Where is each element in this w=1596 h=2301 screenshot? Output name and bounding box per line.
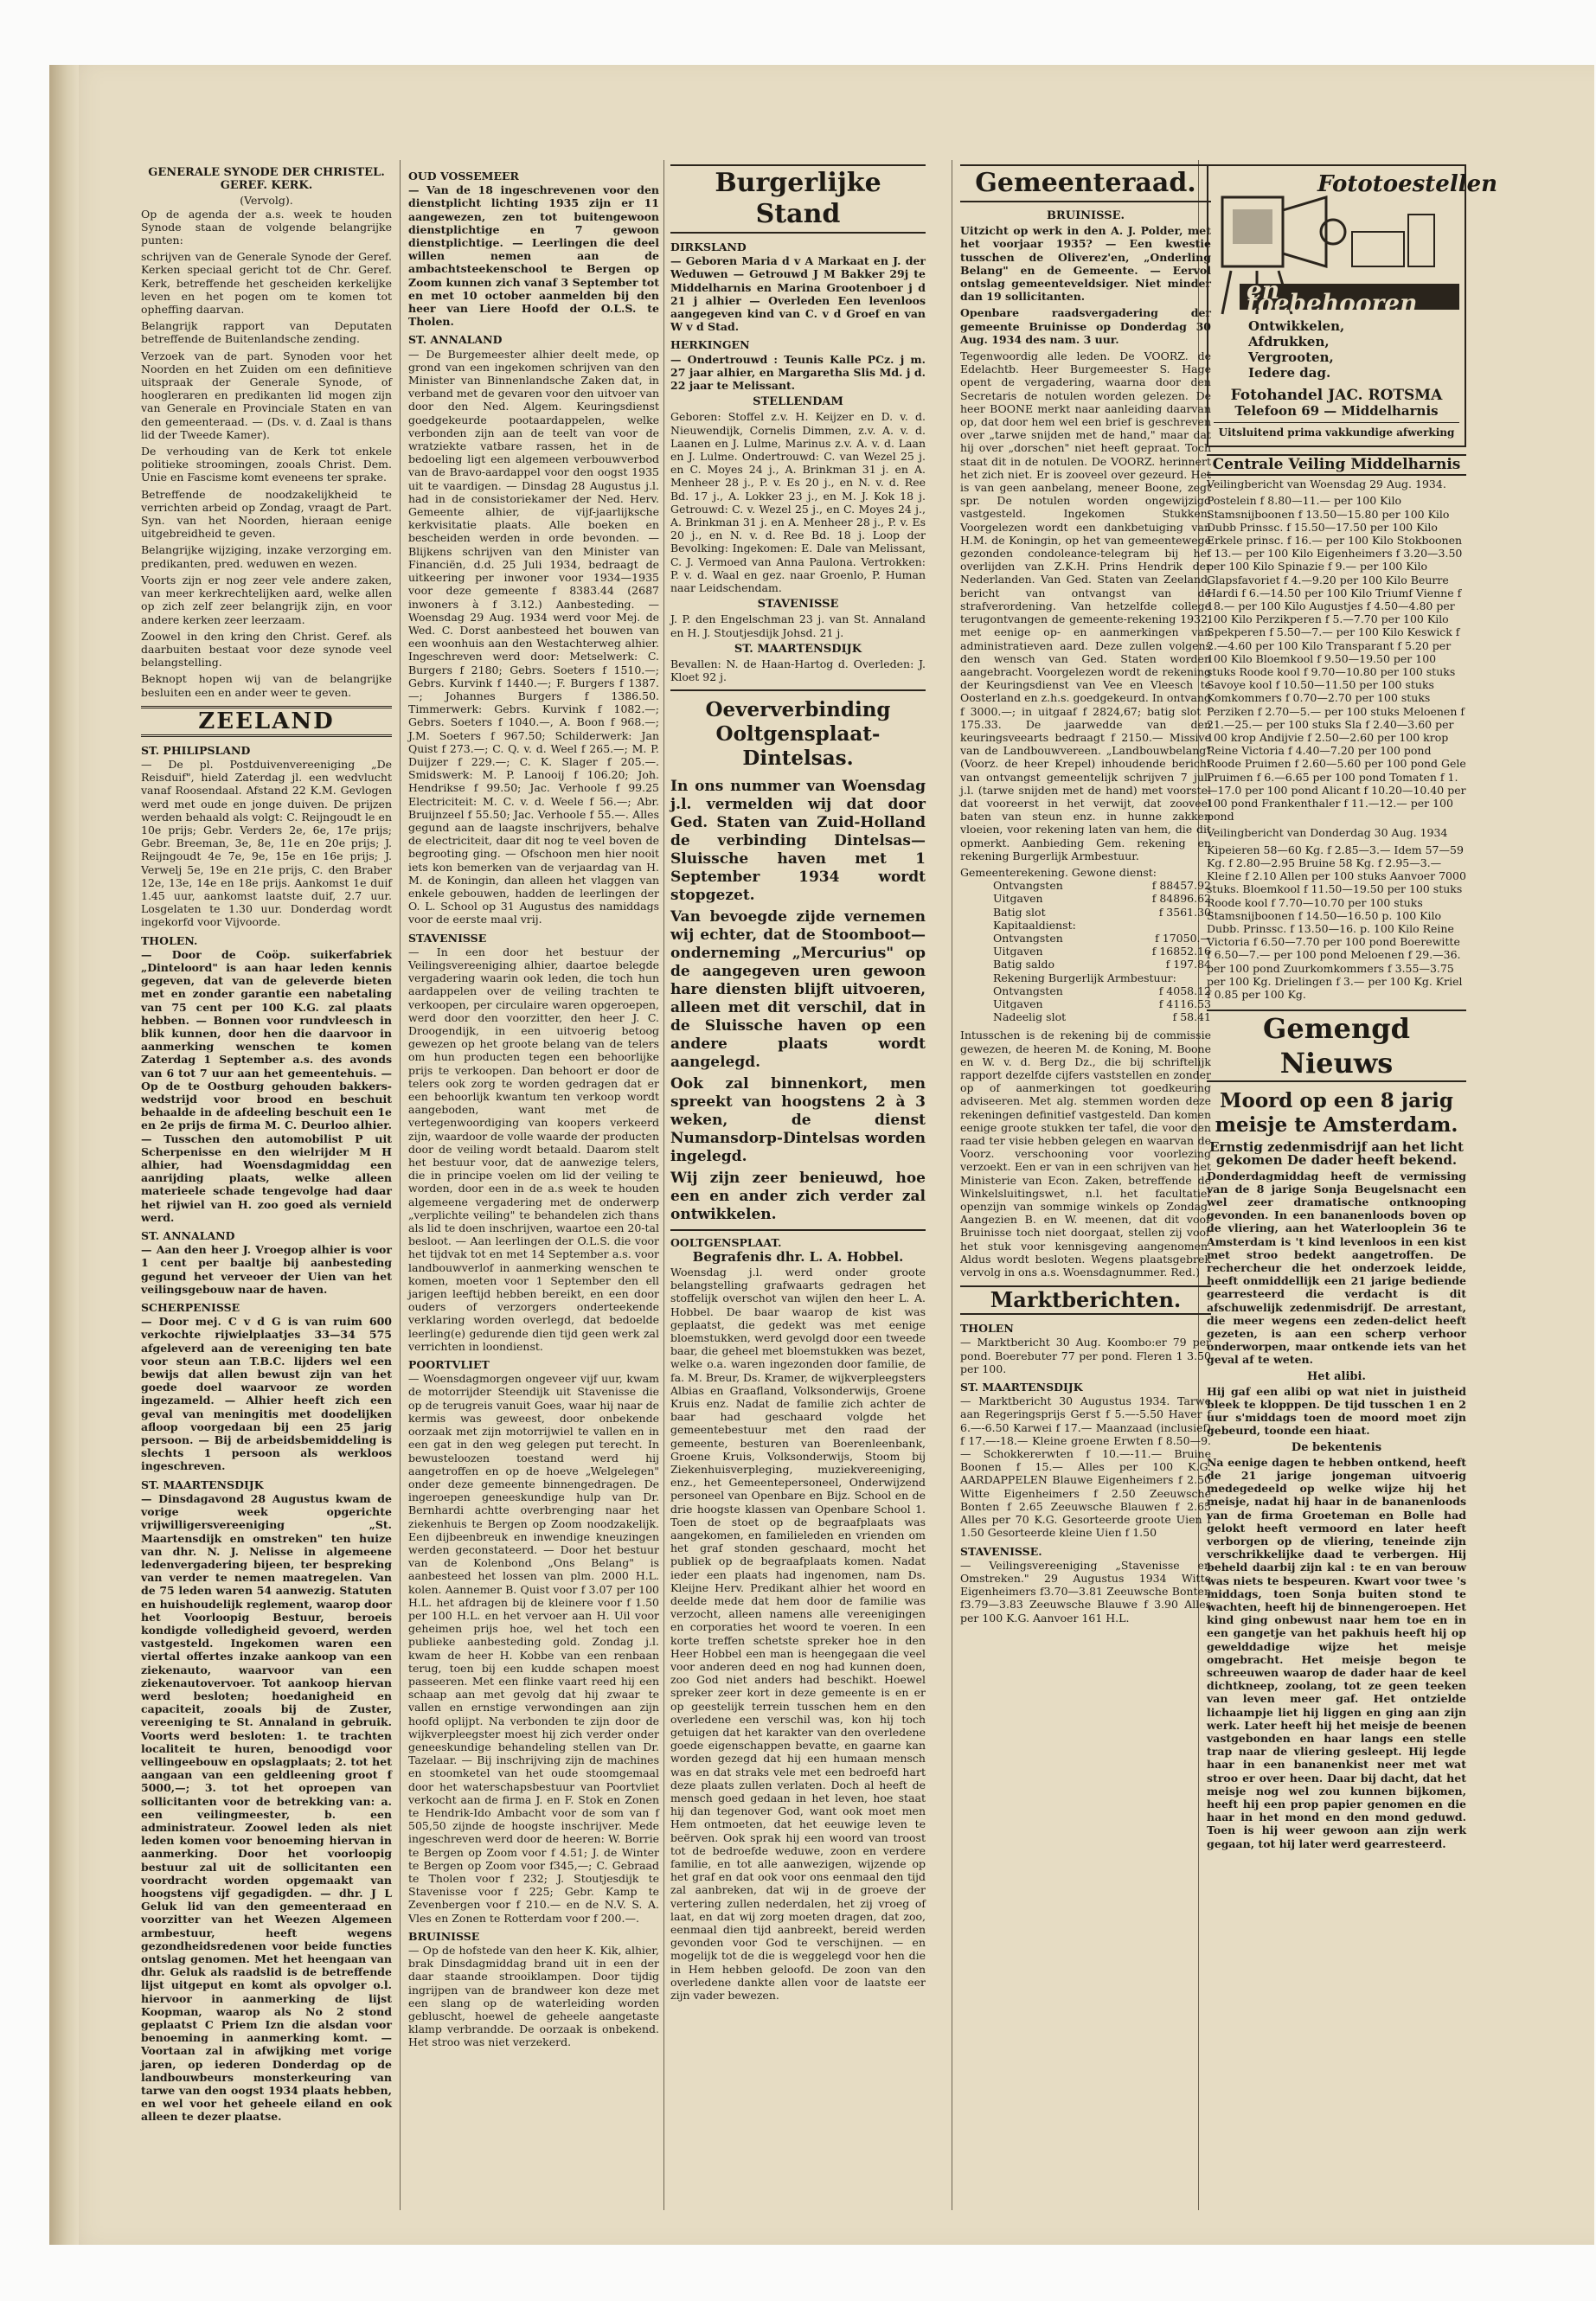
account-row <box>960 932 1211 945</box>
account-row <box>960 971 1211 984</box>
paragraph: — Door de Coöp. suikerfabriek „Dinteloord" is aan haar leden kennis gegeven, dat van de geleverde bieten met en zonder garantie een nabetaling van 75 cent per 100 K.G. zal plaats hebben. — Bonnen voor rundvleesch in blik kunnen, door hen die daarvoor in aanmerking wenschen te komen Zaterdag 1 September a.s. des avonds van 6 tot 7 uur aan het gemeentehuis. — Op de te Oostburg gehouden bakkers-wedstrijd voor brood en beschuit behaalde in de afdeeling beschuit een 1e en 2e prijs de firma M. C. Deurloo alhier. — Tusschen den automobilist P uit Scherpenisse en den wielrijder M H alhier, had Woensdagmiddag een aanrijding plaats, welke alleen materieele schade tengevolge had daar het rijwiel van H. zoo goed als vernield werd. <box>141 947 392 1224</box>
paragraph: schrijven van de Generale Synode der Geref. Kerken speciaal gericht tot de Chr. Geref. Kerk, betreffende het gescheiden kerkelijke leven en het pogen om te komen tot opheffing daarvan. <box>141 250 392 317</box>
paragraph: Veilingbericht van Woensdag 29 Aug. 1934. <box>1207 478 1446 491</box>
account-row <box>960 879 1211 892</box>
paragraph: Bevallen: N. de Haan-Hartog d. Overleden: J. Kloet 92 j. <box>670 657 926 684</box>
place-heading: STAVENISSE <box>408 931 487 945</box>
paragraph: Geboren: Stoffel z.v. H. Keijzer en D. v. d. Nieuwendijk, Cornelis Dimmen, z.v. A. v. d. Laanen en J. Lulme, Marinus z.v. A. v. d. Laan en J. Lulme. Ondertrouwd: C. van Wezel 25 j. en C. Moyes 24 j., A. Brinkman 31 j. en A. Menheer 28 j., P. v. Es 20 j., en N. v. d. Ree Bd. 17 j., A. Lokker 23 j., en M. J. Kok 18 j. Getrouwd: C. v. Wezel 25 j., en C. Moyes 24 j., A. Brinkman 31 j. en A. Menheer 28 j., P. v. Es 20 j., en N. v. d. Ree Bd. 18 j. Loop der Bevolking: Ingekomen: E. Dale van Melissant, C. J. Vermoed van Anna Paulona. Vertrokken: P. v. d. Waal en gez. naar Groenlo, P. Human naar Leidschendam. <box>670 410 926 595</box>
paragraph: — Op de hofstede van den heer K. Kik, alhier, brak Dinsdagmiddag brand uit in een der daar staande strooiklampen. Door tijdig ingrijpen van de brandweer kon deze met een slang op de waterleiding worden gebluscht, hoewel de geheele aangetaste klamp verbrandde. De oorzaak is onbekend. Het stroo was niet verzekerd. <box>408 1944 659 2049</box>
place-heading: BRUINISSE. <box>1046 209 1125 222</box>
column-1 <box>141 164 392 2206</box>
column-5 <box>1207 164 1498 2206</box>
paragraph: J. P. den Engelschman 23 j. van St. Annaland en H. J. Stoutjesdijk Johsd. 21 j. <box>670 612 926 639</box>
account-label: Ontvangsten <box>993 984 1063 997</box>
account-row <box>960 984 1211 997</box>
column-3 <box>670 164 926 2206</box>
section-heading-gemengd-nieuws: Gemengd Nieuws <box>1207 1009 1466 1082</box>
ad-logo-text: Fototoestellen <box>1317 171 1498 197</box>
paragraph: In ons nummer van Woensdag j.l. vermelden wij dat door Ged. Staten van Zuid-Holland de verbinding Dintelsas—Sluissche haven met 1 September 1934 wordt stopgezet. <box>670 777 926 904</box>
account-title: Gemeenterekening. Gewone dienst: <box>960 865 1157 879</box>
subheading-alibi: Het alibi. <box>1307 1369 1366 1383</box>
place-heading: THOLEN. <box>141 933 198 947</box>
paragraph: Kipeieren 58—60 Kg. f 2.85—3.— Idem 57—59 Kg. f 2.80—2.95 Bruine 58 Kg. f 2.95—3.— Kleine f 2.10 Allen per 100 stuks Aanvoer 7000 stuks. Bloemkool f 11.50—19.50 per 100 stuks Roode kool f 7.70—10.70 per 100 stuks Stamsnijboonen f 14.50—16.50 p. 100 Kilo Dubb. Prinssc. f 13.50—16. p. 100 Kilo Reine Victoria f 6.50—7.70 per 100 pond Boerewitte f 6.50—7.— per 100 pond Meloenen f 29.—36. per 100 pond Zuurkomkommers f 3.55—3.75 per 100 Kg. Drielingen f 3.— per 100 Kg. Kriel f 0.85 per 100 Kg. <box>1207 843 1466 1001</box>
place-heading: ST. PHILIPSLAND <box>141 743 251 757</box>
ad-shop-name: Fotohandel JAC. ROTSMA <box>1230 387 1443 404</box>
ad-tagline: Uitsluitend prima vakkundige afwerking <box>1214 422 1459 440</box>
account-label: Batig slot <box>993 905 1046 919</box>
paragraph: Intusschen is de rekening bij de commissie gewezen, de heeren M. de Koning, M. Boone en W. v. d. Berg Dz., die bij schriftelijk rapport dezelfde cijfers vaststellen en zonder op of aanmerkingen tot goedkeuring adviseeren. Met alg. stemmen worden deze rekeningen definitief vastgesteld. Dan komen eenige groote stukken ter tafel, die voor den raad ter visie hebben gelegen en waarvan de Voorz. verschooning voor voorlezing verzoekt. Een er van in een schrijven van het Ministerie van Econ. Zaken, betreffende de Winkelsluitingswet, n.l. het facultatief openzijn van sommige winkels op Zondag. Aangezien B. en W. meenen, dat dit voor Bruinisse toch niet doorgaat, stellen zij voor het stuk voor kennisgeving aangenomen. Aldus wordt besloten. Wegens plaatsgebrek vervolg in ons a.s. Woensdagnummer. Red.) <box>960 1029 1211 1279</box>
account-rows <box>960 879 1211 1023</box>
ad-line: Afdrukken, <box>1248 334 1330 349</box>
account-label: Kapitaaldienst: <box>993 918 1076 932</box>
column-2 <box>408 164 659 2206</box>
section-heading-zeeland: ZEELAND <box>141 706 392 737</box>
paragraph: — Door mej. C v d G is van ruim 600 verkochte rijwielplaatjes 33—34 575 afgeleverd aan de vereeniging ten bate voor steun aan T.B.C. lijders wel een bewijs dat allen bewust zijn van het goede doel waarvoor ze worden ingezameld. — Alhier heeft zich een geval van meningitis met doodelijken afloop voorgedaan bij een 25 jarig persoon. — Bij de arbeidsbemiddeling is slechts 1 persoon als werkloos ingeschreven. <box>141 1315 392 1473</box>
paragraph: Veilingbericht van Donderdag 30 Aug. 1934 <box>1207 826 1448 840</box>
paragraph: — Dinsdagavond 28 Augustus kwam de vorige week opgerichte vrijwilligersvereeniging „St. Maartensdijk en omstreken" ten huize van dhr. N. J. Nelisse in algemeene ledenvergadering bijeen, ter bespreking van verder te nemen maatregelen. Van de 75 leden waren 54 aanwezig. Statuten en huishoudelijk reglement, waarop door het Voorloopig Bestuur, beroeis kondigde volledigheid gevoerd, werden vastgesteld. Ingekomen waren een viertal offertes inzake aankoop van een ziekenauto, waarvoor van een ziekenautovervoer. Tot aankoop hiervan werd besloten; hoedanigheid en capaciteit, zooals bij de Zuster, vereeniging te St. Annaland in gebruik. Voorts werd besloten: 1. te trachten localiteit te huren, benoodigd voor vellingeebouw en opslagplaats; 2. tot het aangaan van een geldleening groot f 5000,—; 3. tot het oproepen van sollicitanten voor de betrekking van: a. een veilingmeester, b. een administrateur. Zoowel leden als niet leden komen voor benoeming hiervan in aanmerking. Door het voorloopig bestuur zal uit de sollicitanten een voordracht worden opgemaakt van hoogstens vijf gegadigden. — dhr. J L Geluk lid van den gemeenteraad en voorzitter van het Weezen Algemeen armbestuur, heeft wegens gezondheidsredenen voor beide functies ontslag genomen. Met het heengaan van dhr. Geluk als raadslid is de betreffende lijst uitgeput en komt als opvolger o.l. hiervoor in aanmerking de lijst Koopman, waarop als No 2 stond geplaatst C Priem Izn die alsdan voor benoeming in aanmerking komt. — Voortaan zal in afwijking met vorige jaren, op iederen Donderdag op de landbouwbeurs monsterkeuring van tarwe van den oogst 1934 plaats hebben, en wel voor het geheele eiland en ook alleen te dezer plaatse. <box>141 1491 392 2124</box>
ad-logo-subtext: en toebehooren <box>1240 284 1459 310</box>
divider <box>670 689 926 691</box>
paragraph: Donderdagmiddag heeft de vermissing van de 8 jarige Sonja Beugelsnacht een wel zeer dramatische ontknooping gevonden. In een bananenloods boven op de vliering, aan het Waterlooplein 36 te Amsterdam is 't kind levenloos in een kist met stroo bedekt aangetroffen. De rechercheur die het onderzoek leidde, heeft onmiddellijk een 21 jarige bediende gearresteerd die verdacht is dit afschuwelijk zedenmisdrijf. De arrestant, die meer wegens een zeden-delict heeft gezeten, is aan een scherp verhoor onderworpen, maar ontkende iets van het geval af te weten. <box>1207 1169 1466 1367</box>
paragraph: Uitzicht op werk in den A. J. Polder, met het voorjaar 1935? — Een kwestie tusschen de Oliverez'en, „Onderling Belang" en de Gemeente. — Eervol ontslag gemeenteveldsiger. Niet minder dan 19 sollicitanten. <box>960 224 1211 304</box>
column-4 <box>960 164 1211 2206</box>
place-heading: ST. MAARTENSDIJK <box>141 1477 264 1491</box>
account-value: f 197.84 <box>1165 958 1211 971</box>
paragraph: Voorts zijn er nog zeer vele andere zaken, van meer kerkrechtelijken aard, welke allen op zich zelf zeer belangrijk zijn, en voor andere kerken zeer leerzaam. <box>141 573 392 626</box>
divider <box>670 1229 926 1231</box>
advertisement-rotsma <box>1207 164 1498 447</box>
place-heading: HERKINGEN <box>670 338 750 352</box>
place-heading: STELLENDAM <box>753 395 843 409</box>
account-row <box>960 958 1211 971</box>
paragraph: — Marktbericht 30 Aug. Koombo:er 79 per pond. Boerebuter 77 per pond. Fleren 1 3.50 per 100. <box>960 1336 1211 1375</box>
account-row <box>960 945 1211 958</box>
paragraph: — Veilingsvereeniging „Stavenisse en Omstreken." 29 Augustus 1934 Witte Eigenheimers f3.70—3.81 Zeeuwsche Bonten f3.79—3.83 Zeeuwsche Blauwe f 3.90 Alles per 100 K.G. Aanvoer 161 H.L. <box>960 1558 1211 1625</box>
subheading-bekentenis: De bekentenis <box>1291 1440 1382 1454</box>
account-label: Batig saldo <box>993 958 1055 971</box>
article-subheading: (Vervolg). <box>240 194 293 208</box>
article-heading: Begrafenis dhr. L. A. Hobbel. <box>692 1248 904 1265</box>
account-row <box>960 892 1211 905</box>
article-heading: GENERALE SYNODE DER CHRISTEL. GEREF. KERK. <box>148 166 385 193</box>
account-value: f 4116.53 <box>1158 997 1211 1010</box>
account-label: Ontvangsten <box>993 879 1063 893</box>
account-value: f 88457.92 <box>1151 879 1211 893</box>
paragraph: Hij gaf een alibi op wat niet in juistheid bleek te klopppen. De tijd tusschen 1 en 2 uur s'middags toen de moord moet zijn gebeurd, toonde een hiaat. <box>1207 1384 1466 1438</box>
paragraph: — Van de 18 ingeschrevenen voor den dienstplicht lichting 1935 zijn er 11 aangewezen, zen tot buitengewoon dienstplichtige en 7 gewoon dienstplichtige. — Leerlingen die deel willen nemen aan de ambachtsteekenschool te Bergen op Zoom kunnen zich vanaf 3 September tot en met 10 october aanmelden bij den heer van Liere Hoofd der O.L.S. te Tholen. <box>408 183 659 329</box>
paragraph: Beknopt hopen wij van de belangrijke besluiten een en ander weer te geven. <box>141 672 392 699</box>
place-heading: POORTVLIET <box>408 1358 490 1372</box>
account-value: f 84896.62 <box>1151 892 1211 906</box>
place-heading: ST. MAARTENSDIJK <box>734 642 862 656</box>
paragraph: Belangrijk rapport van Deputaten betreffende de Buitenlandsche zending. <box>141 319 392 346</box>
account-value: f 58.41 <box>1172 1010 1211 1024</box>
account-row <box>960 997 1211 1010</box>
paragraph: Verzoek van de part. Synoden voor het Noorden en het Zuiden om een definitieve uitspraak der Generale Synode, of hoogleraren en predikanten lid mogen zijn van Generale en Provinciale Staten en van den gemeenteraad. — (Ds. v. d. Zaal is thans lid der Tweede Kamer). <box>141 349 392 441</box>
ad-phone: Telefoon 69 — Middelharnis <box>1234 403 1439 419</box>
paragraph: De verhouding van de Kerk tot enkele politieke stroomingen, zooals Christ. Dem. Unie en Fascisme komt eveneens ter sprake. <box>141 445 392 484</box>
place-heading: DIRKSLAND <box>670 240 747 253</box>
paragraph: — Aan den heer J. Vroegop alhier is voor 1 cent per baaltje bij aanbesteding gegund het verveoer der Uien van het veilingsgebouw naar de haven. <box>141 1243 392 1296</box>
place-heading: THOLEN <box>960 1322 1014 1336</box>
paragraph: Woensdag j.l. werd onder groote belangstelling grafwaarts gedragen het stoffelijk overschot van wijlen den heer L. A. Hobbel. De baar waarop de kist was geplaatst, die gedekt was met eenige bloemstukken, werd gevolgd door een tweede baar, die geheel met bloemstukken was bezet, welke o.a. waren ingezonden door familie, de fa. M. Breur, Ds. Kramer, de wijkverpleegsters Albias en Graafland, Volksonderwijs, Groene Kruis enz. Nadat de familie zich achter de baar had geschaard volgde het gemeentebestuur met den raad der gemeente, besturen van Boerenleenbank, Groene Kruis, Volksonderwijs, Stoom bij Ziekenhuisverpleging, muziekvereeniging, enz., het Gemeentepersoneel, Onderwijzend personeel van Openbare en Bijz. School en de drie hoogste klassen van Openbare School 1. Toen de stoet op de begraafplaats was aangekomen, en familieleden en vrienden om het graf stonden geschaard, mocht het publiek op de begraafplaats komen. Nadat ieder een plaats had ingenomen, nam Ds. Kleijne Herv. Predikant alhier het woord en deelde mede dat hem door de familie was verzocht, alleen namens alle vereenigingen en corporaties het woord te voeren. In een korte treffen schetste spreker hoe in den Heer Hobbel een man is heengegaan die veel voor anderen deed en nog had kunnen doen, zoo God niet anders had beschikt. Hoewel spreker zeer kort in deze gemeente is en er op geestelijk terrein tusschen hem en den overledene een verschil was, kon hij toch getuigen dat het karakter van den overledene goede eigenschappen bevatte, en gaarne kan worden gezegd dat hij een humaan mensch was en dat straks vele met een bedroefd hart deze plaats zullen verlaten. Doch al heeft de mensch goed gedaan in het leven, hoe staat hij dan tegenover God, want ook moet men Hem ontmoeten, dat het eeuwige leven te beërven. Ook sprak hij een woord van troost tot de bedroefde weduwe, zoon en verdere familie, en tot alle aanwezigen, wijzende op het graf en dat ook voor ons eenmaal den tijd zal aanbreken, dat wij in de groeve der vertering zullen nederdalen, het zij vroeg of laat, en dat wij zorg moeten dragen, dat zoo, eenmaal dien tijd aanbreekt, bereid werden gevonden voor God te verschijnen. — en mogelijk tot de die is weggelegd voor hen die in Hem hebben geloofd. De zoon van den overledene dankte allen voor de laatste eer zijn vader bewezen. <box>670 1265 926 2003</box>
place-heading: ST. ANNALAND <box>141 1229 235 1243</box>
subheadline: Ernstig zedenmisdrijf aan het licht gekomen De dader heeft bekend. <box>1209 1139 1464 1169</box>
place-heading: STAVENISSE. <box>960 1544 1042 1558</box>
account-label: Uitgaven <box>993 997 1043 1010</box>
account-table <box>960 866 1211 1023</box>
paragraph: Ook zal binnenkort, men spreekt van hoogstens 2 à 3 weken, de dienst Numansdorp-Dintelsas worden ingelegd. <box>670 1074 926 1165</box>
ad-line: Ontwikkelen, <box>1248 318 1345 334</box>
headline-moord: Moord op een 8 jarig meisje te Amsterdam. <box>1215 1089 1458 1138</box>
paragraph: Belangrijke wijziging, inzake verzorging em. predikanten, pred. weduwen en wezen. <box>141 543 392 570</box>
account-value: f 16852.16 <box>1151 945 1211 958</box>
account-label: Uitgaven <box>993 892 1043 906</box>
paragraph: Postelein f 8.80—11.— per 100 Kilo Stamsnijboonen f 13.50—15.80 per 100 Kilo Dubb Prinssc. f 15.50—17.50 per 100 Kilo Erkele prinsc. f 16.— per 100 Kilo Stokboonen f 13.— per 100 Kilo Eigenheimers f 3.20—3.50 per 100 Kilo Spinazie f 9.— per 100 Kilo Glapsfavoriet f 4.—9.20 per 100 Kilo Beurre Hardi f 6.—14.50 per 100 Kilo Triumf Vienne f 18.— per 100 Kilo Augustjes f 4.50—4.80 per 100 Kilo Perzikperen f 5.—7.70 per 100 Kilo Spekperen f 5.50—7.— per 100 Kilo Keswick f 2.—4.60 per 100 Kilo Transparant f 5.20 per 100 Kilo Bloemkool f 9.50—19.50 per 100 stuks Roode kool f 9.70—10.80 per 100 stuks Savoye kool f 10.50—11.50 per 100 stuks Komkommers f 0.70—2.70 per 100 stuks Perziken f 2.70—5.— per 100 stuks Meloenen f 21.—25.— per 100 stuks Sla f 2.40—3.60 per 100 krop Andijvie f 2.50—2.60 per 100 krop Reine Victoria f 4.40—7.20 per 100 pond Roode Pruimen f 2.60—5.60 per 100 pond Gele Pruimen f 6.—6.65 per 100 pond Tomaten f 1.—17.0 per 100 pond Alicant f 10.20—10.40 per 100 pond Frankenthaler f 11.—12.— per 100 pond <box>1207 494 1466 824</box>
place-heading: OUD VOSSEMEER <box>408 170 519 183</box>
account-label: Nadeelig slot <box>993 1010 1067 1024</box>
paragraph: Na eenige dagen te hebben ontkend, heeft de 21 jarige jongeman uitvoerig medegedeeld op welke wijze hij het meisje, nadat hij haar in de bananenloods van de firma Groeteman en Bolle had gelokt heeft vermoord en later heeft verborgen op de vliering, teneinde zijn verschrikkelijke daad te verbergen. Hij beheld daarbij zijn kal : te en van berouw was niets te bespeuren. Kwart voor twee 's middags, toen Sonja buiten stond te wachten, heeft hij de binnengeroepen. Het kind ging onbewust naar hem toe en in een gangetje van het pakhuis heeft hij op gewelddadige wijze het meisje omgebracht. Het meisje begon te schreeuwen waarop de dader haar de keel dichtkneep, zoolang, tot ze geen teeken van leven meer gaf. Het ontzielde lichaampje liet hij liggen en ging aan zijn werk. Later heeft hij het meisje de beenen vastgebonden en haar langs een stelle trap naar de vliering gesleept. Hij legde haar in een bananenkist neer met wat stroo er over heen. Daar bij dacht, dat het meisje nog wel zou kunnen bijkomen, heeft hij een prop papier genomen en die haar in het mond en den mond geduwd. Toen is hij weer gewoon aan zijn werk gegaan, tot hij later werd gearresteerd. <box>1207 1455 1466 1850</box>
place-heading: OOLTGENSPLAAT. <box>670 1235 782 1249</box>
account-label: Ontvangsten <box>993 931 1063 945</box>
place-heading: STAVENISSE <box>757 598 839 612</box>
paragraph: — De Burgemeester alhier deelt mede, op grond van een ingekomen schrijven van den Minister van Binnenlandsche Zaken dat, in verband met de gevaren voor den uitvoer van door den Ned. Algem. Keuringsdienst goedgekeurde pootaardappelen, welke verbonden zijn aan de teelt van voor de wratziekte vatbare rassen, het in de bedoeling ligt een algemeen verbouwverbod van de Bravo-aardappel voor den oogst 1935 uit te vaardigen. — Dinsdag 28 Augustus j.l. had in de consistoriekamer der Ned. Herv. Gemeente alhier, de vijf-jaarlijksche kerkvisitatie plaats. Alle boeken en bescheiden werden in orde bevonden. — Blijkens schrijven van den Minister van Financiën, d.d. 25 Juli 1934, bedraagt de uitkeering per inwoner voor 1934—1935 voor deze gemeente f 8383.44 (2687 inwoners à f 3.12.) Aanbesteding. — Woensdag 29 Aug. 1934 werd voor Mej. de Wed. C. Dorst aanbesteed het bouwen van een woonhuis aan den Westachterweg alhier. Ingeschreven werd door: Metselwerk: C. Burgers f 2180; Gebrs. Soeters f 1510.—; Gebrs. Kurvink f 1440.—; F. Burgers f 1387.—; Johannes Burgers f 1386.50. Timmerwerk: Gebrs. Kurvink f 1082.—; Gebrs. Soeters f 1040.—, A. Boon f 968.—; J.M. Soeters f 967.50; Schilderwerk: Jan Quist f 273.—; C. Q. v. d. Weel f 265.—; M. P. Duijzer f 229.—; C. K. Slager f 205.—. Smidswerk: M. P. Lanooij f 106.20; Joh. Hendrikse f 99.50; Jac. Verhoole f 99.25 Electriciteit: M. C. v. d. Weele f 56.—; Abr. Bruijnzeel f 55.50; Jac. Verhoole f 55.—. Alles gegund aan de laagste inschrijvers, behalve de electriciteit, daar dit nog te veel boven de begrooting ging. — Ofschoon men hier nooit iets kon bemerken van de verjaardag van H. M. de Koningin, dan alleen het vlaggen van enkele gebouwen, hadden de leerlingen der O. L. School op 31 Augustus des namiddags voor de eerste maal vrij. <box>408 347 659 926</box>
account-value: f 17050.— <box>1155 931 1211 945</box>
section-heading-gemeenteraad: Gemeenteraad. <box>960 164 1211 202</box>
paragraph: Van bevoegde zijde vernemen wij echter, dat de Stoomboot—onderneming „Mercurius" op de aangegeven uren gewoon hare diensten blijft uitvoeren, alleen met dit verschil, dat in de Sluissche haven op een andere plaats wordt aangelegd. <box>670 907 926 1071</box>
paragraph: Betreffende de noodzakelijkheid te verrichten arbeid op Zondag, vraagt de Part. Syn. van het Noorden, hieraan eenige uitgebreidheid te geven. <box>141 487 392 541</box>
section-heading-burgerlijke-stand: Burgerlijke Stand <box>670 164 926 234</box>
account-label: Rekening Burgerlijk Armbestuur: <box>993 971 1176 984</box>
paragraph: Tegenwoordig alle leden. De VOORZ. de Edelachtb. Heer Burgemeester S. Hage opent de vergadering, waarna door den Secretaris de notulen worden gelezen. De heer BOONE merkt naar aanleiding daarvan op, dat door hem wel een brief is geschreven over „tarwe snijden met de hand," maar dat hij over „dorschen" niet heeft gepraat. Toch staat dit in de notulen. De VOORZ. herinnert het zich niet. Er is zooveel over gezeurd. Het is van geen aanbelang, meneer Boone, zegt spr. De notulen worden ongewijzigd vastgesteld. Ingekomen Stukken: Voorgelezen wordt een dankbetuiging van H.M. de Koningin, op het van gemeentewege gezonden condoleance-telegram bij het overlijden van Z.K.H. Prins Hendrik der Nederlanden. Van Ged. Staten van Zeeland, bericht van ontvangst van de strafverordening. Van hetzelfde college terugontvangen de gemeente-rekening 1932, met eenige op- en aanmerkingen van administratieven aard. Deze zullen volgens den wensch van Ged. Staten worden aangebracht. Voorgelezen wordt de rekening der Keuringsdienst van Vee en Vleesch te Oosterland en z.h.s. goedgekeurd. In ontvang f 3000.—; in uitgaaf f 2824,67; batig slot f 175.33. De jaarwedde van den keuringsveearts bedraagt f 2150.— Missive van de Landbouwvereen. „Landbouwbelang" (Voorz. de heer Krepel) inhoudende bericht van ontvangst gemeentelijk schrijven 7 juli j.l. (tarwe snijden met de hand) met voorstel dat vooreerst in het verwijt, dat zooveel baten van steun enz. in hunne zakken vloeien, voor rekening laten van hem, die dit opmerkt. Aanbieding Gem. rekening en rekening Burgerlijk Armbestuur. <box>960 349 1211 862</box>
paragraph: Wij zijn zeer benieuwd, hoe een en ander zich verder zal ontwikkelen. <box>670 1169 926 1223</box>
account-value: f 3561.30 <box>1158 905 1211 919</box>
paragraph: — Woensdagmorgen ongeveer vijf uur, kwam de motorrijder Steendijk uit Stavenisse die op de terugreis vanuit Goes, waar hij naar de kermis was geweest, door onbekende oorzaak met zijn motorrijwiel te vallen en in een gat in den weg gelegen put terecht. In bewusteloozen toestand werd hij aangetroffen en op de hoeve „Welgelegen" onder deze gemeente binnengedragen. De ingeroepen geneeskundige hulp van Dr. Bernhardi achtte overbrenging naar het ziekenhuis te Bergen op Zoom noodzakelijk. Een dijbeenbreuk en inwendige kneuzingen werden geconstateerd. — Door het bestuur van de Kolenbond „Ons Belang" is aanbesteed het lossen van plm. 2000 H.L. kolen. Aannemer B. Quist voor f 3.07 per 100 H.L. het afdragen bij de kleinere voor f 1.50 per 100 H.L. en het vervoer aan H. Uil voor geheimen prijs hoe, wel het toch een publieke aanbesteding gold. Zondag j.l. kwam de heer H. Kobbe van een renbaan terug, toen bij een kudde schapen moest passeeren. Met een flinke vaart reed hij een schaap aan met gevolg dat hij zwaar te vallen en ernstige verwondingen aan zijn hoofd oplijpt. Na verbonden te zijn door de wijkverpleegster moest hij zich verder onder geneeskundige behandeling stellen van Dr. Tazelaar. — Bij inschrijving zijn de machines en stoomketel van het oude stoomgemaal door het waterschapsbestuur van Poortvliet verkocht aan de firma J. en F. Stok en Zonen te Hendrik-Ido Ambacht voor de som van f 505,50 zijnde de hoogste inschrijver. Mede ingeschreven werd door de heeren: W. Borrie te Bergen op Zoom voor f 4.51; J. de Winter te Bergen op Zoom voor f345,—; C. Gebraad te Tholen voor f 232; J. Stoutjesdijk te Stavenisse voor f 225; Gebr. Kamp te Zevenbergen voor f 210.— en de N.V. S. A. Vles en Zonen te Rotterdam voor f 200.—. <box>408 1372 659 1925</box>
account-label: Uitgaven <box>993 945 1043 958</box>
paragraph: Op de agenda der a.s. week te houden Synode staan de volgende belangrijke punten: <box>141 207 392 247</box>
ad-line: Iedere dag. <box>1248 365 1331 381</box>
paragraph: Openbare raadsvergadering der gemeente Bruinisse op Donderdag 30 Aug. 1934 des nam. 3 uur. <box>960 306 1211 346</box>
account-row <box>960 919 1211 932</box>
account-row <box>960 906 1211 919</box>
paragraph: Zoowel in den kring den Christ. Geref. als daarbuiten bestaat voor deze synode veel belangstelling. <box>141 629 392 670</box>
page-spine <box>49 65 79 2245</box>
paragraph: — Geboren Maria d v A Markaat en J. der Weduwen — Getrouwd J M Bakker 29j te Middelharnis en Marina Grootenboer j d 21 j alhier — Overleden Een levenloos aangegeven kind van C. v d Groef en van W v d Stad. <box>670 254 926 334</box>
account-value: f 4058.12 <box>1158 984 1211 997</box>
place-heading: SCHERPENISSE <box>141 1301 240 1315</box>
paragraph: — In een door het bestuur der Veilingsvereeniging alhier, daartoe belegde vergadering waarin ook leden, die toch hun aardappelen over de veiling trachten te verkoopen, per circulaire waren opgeroepen, werd door den voorzitter, den heer J. C. Droogendijk, in een uitvoerig betoog gewezen op het groote belang van de telers om hun producten tegen een behoorlijke prijs te verkoopen. Dan behoort er door de telers ook zorg te worden gedragen dat er een behoorlijk kwantum ten verkoop wordt aangeboden, want met de vertegenwoordiging van koopers verkeerd zijn, waardoor de volle waarde der producten door de veiling wordt betaald. Daarom stelt het bestuur voor, dat de aanwezige telers, die in principe voelen om lid der veiling te worden, door een in de a.s week te houden algemeene vergadering met de onderwerp „verplichte veiling" te behandelen zich thans als lid te doen inschrijven, waartoe een 20-tal besloot. — Aan leerlingen der O.L.S. die voor het tijdvak tot en met 14 September a.s. voor landbouwverlof in aanmerking wenschen te komen, moeten voor 1 September den ell jarigen leeftijd hebben bereikt, en een door ouders of verzorgers onderteekende verklaring worden overlegd, dat bedoelde leerling(e) gedurende dien tijd geen werk zal verrichten in loondienst. <box>408 945 659 1353</box>
place-heading: BRUINISSE <box>408 1929 480 1943</box>
place-heading: ST. MAARTENSDIJK <box>960 1381 1083 1394</box>
paragraph: — De pl. Postduivenvereeniging „De Reisduif", hield Zaterdag jl. een wedvlucht vanaf Roosendaal. Afstand 22 K.M. Gevlogen werd met oude en jonge duiven. De prijzen werden behaald als volgt: C. Reijngoudt le en 10e prijs; Gebr. Verders 2e, 6e, 17e prijs; Gebr. Breeman, 3e, 8e, 11e en 20e prijs; J. Reijngoudt 4e 7e, 9e, 15e en 16e prijs; J. Verwelj 5e, 19e en 21e prijs, C. den Braber 12e, 13e, 14e en 18e prijs. Aankomst 1e duif 1.45 uur, aankomst laatste duif, 2.7 uur. Losgelaten te 1.30 uur. Donderdag wordt ingekorfd voor Vijvoorde. <box>141 757 392 929</box>
ad-line: Vergrooten, <box>1248 349 1334 365</box>
account-row <box>960 1010 1211 1023</box>
paragraph: — Ondertrouwd : Teunis Kalle PCz. j m. 27 jaar alhier, en Margaretha Slis Md. j d. 22 jaar te Melissant. <box>670 352 926 393</box>
headline-oeververbinding: Oeververbinding Ooltgensplaat-Dintelsas. <box>705 697 891 770</box>
section-heading-marktberichten: Marktberichten. <box>960 1285 1211 1315</box>
place-heading: ST. ANNALAND <box>408 333 503 347</box>
column-rule <box>400 160 401 2210</box>
section-heading-veiling: Centrale Veiling Middelharnis <box>1207 454 1466 476</box>
camera-illustration <box>1214 171 1498 318</box>
paragraph: — Marktbericht 30 Augustus 1934. Tarwe aan Regeringsprijs Gerst f 5.—-5.50 Haver f 6.—-6.50 Karwei f 17.— Maanzaad (inclusief) f 17.—-18.— Kleine groene Erwten f 8.50—9.— Schokkererwten f 10.—-11.— Bruine Boonen f 15.— Alles per 100 K.G. AARDAPPELEN Blauwe Eigenheimers f 2.50 Witte Eigenheimers f 2.50 Zeeuwsche Bonten f 2.65 Zeeuwsche Blauwen f 2.65 Alles per 70 K.G. Gesorteerde groote Uien f 1.50 Gesorteerde kleine Uien f 1.50 <box>960 1394 1211 1540</box>
column-rule <box>663 160 664 2210</box>
